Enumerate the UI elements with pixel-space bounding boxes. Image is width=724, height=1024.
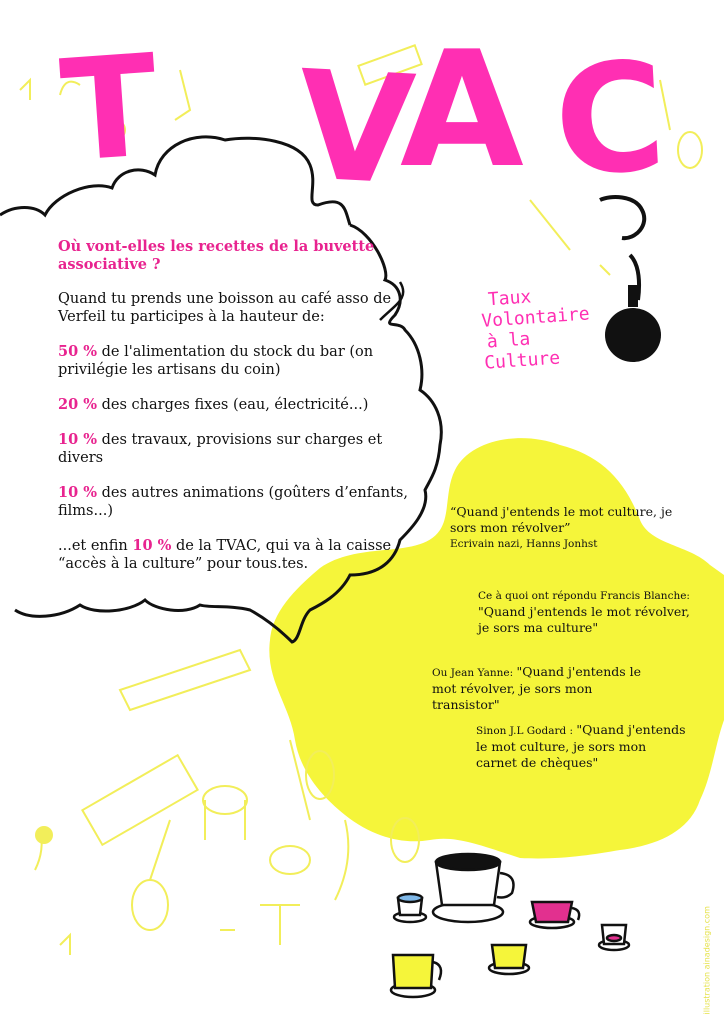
question-heading: Où vont-elles les recettes de la buvette associative ? bbox=[58, 238, 375, 273]
subtitle: Taux Volontaire à la Culture bbox=[480, 286, 591, 374]
final-item: ...et enfin 10 % de la TVAC, qui va à la caisse “accès à la culture” pour tous.tes. bbox=[58, 537, 392, 572]
item-3: 10 % des travaux, provisions sur charges et divers bbox=[58, 431, 383, 466]
title-letter-v: V bbox=[293, 39, 419, 219]
coffee-cups bbox=[391, 854, 629, 997]
intro-text: Quand tu prends une boisson au café asso de Verfeil tu participes à la hauteur de: bbox=[58, 291, 392, 325]
quote-1: “Quand j'entends le mot culture, je sors mon révolver” Ecrivain nazi, Hanns Jonhst bbox=[450, 504, 673, 550]
title-letter-t: T bbox=[56, 24, 164, 195]
title-letter-a: A bbox=[400, 16, 524, 203]
item-1: 50 % de l'alimentation du stock du bar (on privilégie les artisans du coin) bbox=[58, 343, 374, 378]
quote-3: Ou Jean Yanne: "Quand j'entends le mot révolver, je sors mon transistor" bbox=[432, 664, 642, 712]
item-4: 10 % des autres animations (goûters d’enfants, films...) bbox=[58, 484, 408, 519]
buvette-info bbox=[58, 238, 428, 590]
title-letter-c: C bbox=[550, 30, 670, 210]
quote-4: Sinon J.L Godard : "Quand j'entends le mot culture, je sors mon carnet de chèques" bbox=[476, 722, 686, 770]
illustration-credit: illustration ainadesign.com bbox=[702, 906, 712, 1015]
quote-2: Ce à quoi ont répondu Francis Blanche: "Quand j'entends le mot révolver, je sors ma culture" bbox=[478, 590, 690, 635]
item-2: 20 % des charges fixes (eau, électricité...) bbox=[58, 396, 369, 413]
